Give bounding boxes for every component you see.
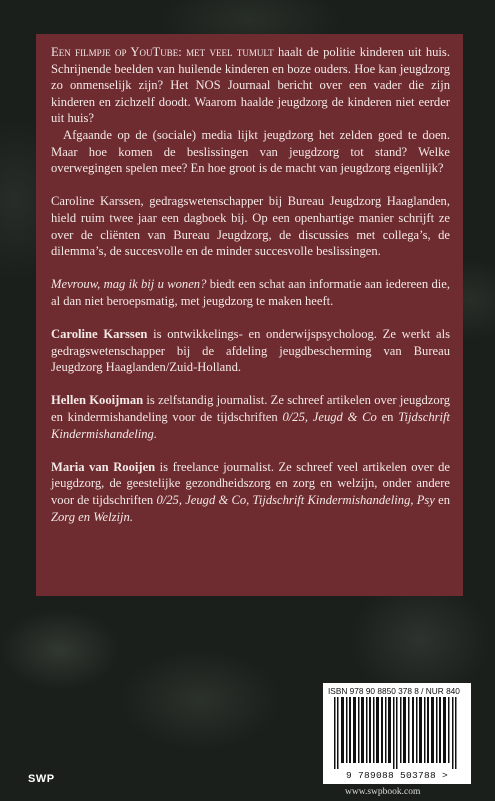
- author-text-3a: is freelance journalist. Ze schreef veel artikelen over de jeugdzorg, de geestelijke gezondheidszorg en zorg en welzijn, onder andere voor de tijdschriften: [51, 459, 450, 508]
- barcode-number: 9 789088 503788 >: [345, 770, 448, 781]
- publisher-logo: SWP: [28, 773, 55, 785]
- author-text-2b: en: [376, 410, 399, 425]
- blurb-paragraph-2: Afgaande op de (sociale) media lijkt jeugdzorg het zelden goed te doen. Maar hoe komen de beslissingen van jeugdzorg tot stand? Welke overwegingen spelen mee? En hoe groot is de macht van jeugdzorg eigenlijk?: [51, 127, 450, 176]
- author-bio-3: [51, 459, 450, 525]
- magazine-names-2b: Tijdschrift Kindermishandeling.: [51, 410, 451, 441]
- author-name-1: Caroline Karssen: [51, 327, 148, 342]
- blurb-lead: Een filmpje op YouTube: met veel tumult: [51, 45, 274, 59]
- book-title: Mevrouw, mag ik bij u wonen?: [51, 277, 207, 292]
- magazine-names-3b: Zorg en Welzijn.: [51, 509, 133, 524]
- author-name-3: Maria van Rooijen: [51, 459, 156, 474]
- author-text-3b: en: [434, 493, 450, 508]
- author-text-1: is ontwikkelings- en onderwijspsycholoog. Ze werkt als gedragswetenschapper bij de afdeling jeugdbescherming van Bureau Jeugdzorg Haaglanden/Zuid-Holland.: [51, 327, 450, 375]
- author-bio-2: [51, 392, 450, 442]
- blurb-p4-text: biedt een schat aan informatie aan iedereen die, al dan niet beroepsmatig, met jeugdzorg te maken heeft.: [51, 277, 450, 308]
- blurb-paragraph-3: Caroline Karssen, gedragswetenschapper bij Bureau Jeugdzorg Haaglanden, hield ruim twee jaar een dagboek bij. Op een openhartige manier schrijft ze over de cliënten van Bureau Jeugdzorg, de discussies met collega’s, de dilemma’s, de succesvolle en de minder succesvolle beslissingen.: [51, 194, 450, 259]
- magazine-names-2a: 0/25, Jeugd & Co: [282, 410, 377, 425]
- author-bio-1: [51, 326, 450, 376]
- author-text-2a: is zelfstandig journalist. Ze schreef artikelen over jeugdzorg en kindermishandeling voor de tijdschriften: [51, 393, 450, 425]
- author-name-2: Hellen Kooijman: [51, 393, 144, 408]
- barcode-icon: [334, 697, 460, 769]
- back-cover-text: [51, 44, 450, 525]
- publisher-url[interactable]: www.swpbook.com: [345, 787, 421, 797]
- magazine-names-3a: 0/25, Jeugd & Co, Tijdschrift Kindermishandeling, Psy: [156, 493, 435, 508]
- blurb-paragraph-4: [51, 276, 450, 309]
- blurb-paragraph-1: [51, 44, 450, 127]
- blurb-p1-text: haalt de politie kinderen uit huis. Schrijnende beelden van huilende kinderen en boze ouders. Hoe kan jeugdzorg zo onmenselijk zijn? Het NOS Journaal bericht over een vader die zijn kinderen en zichzelf doodt. Waarom haalde jeugdzorg de kinderen niet eerder uit huis?: [51, 45, 450, 126]
- isbn-line: ISBN 978 90 8850 378 8 / NUR 840: [328, 686, 460, 696]
